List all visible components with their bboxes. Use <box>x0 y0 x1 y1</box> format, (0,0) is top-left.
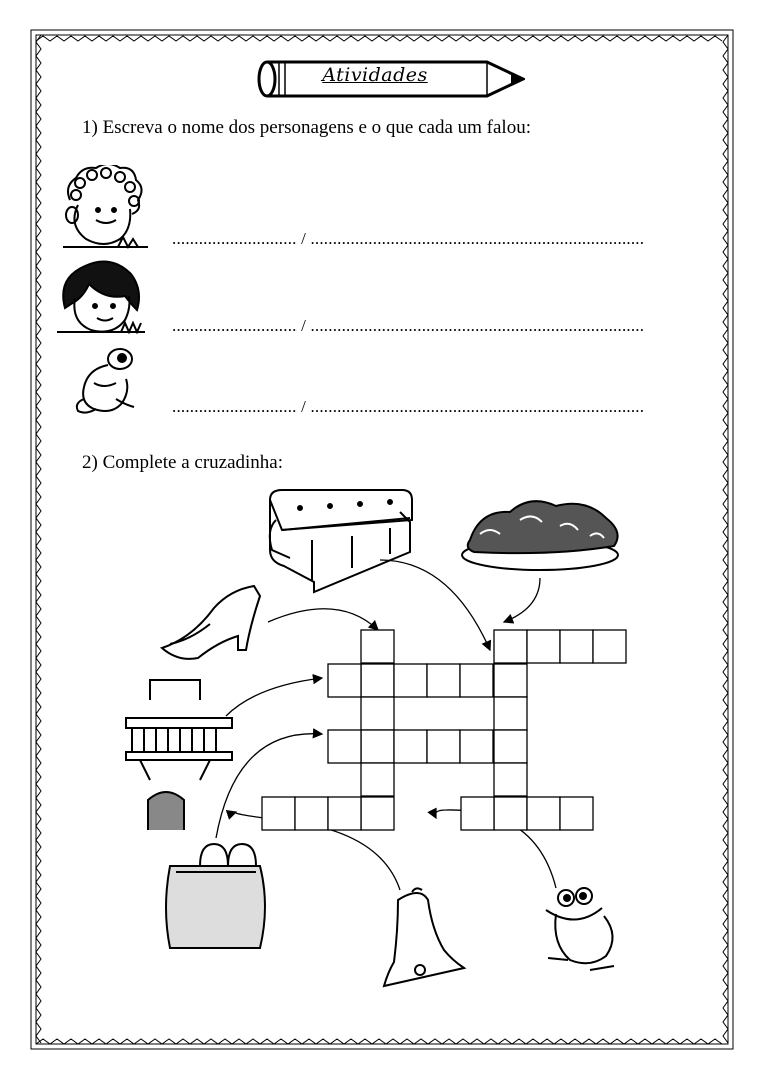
crossword-cell[interactable] <box>394 730 427 763</box>
balcony-picture <box>126 680 232 830</box>
crossword-cell[interactable] <box>593 630 626 663</box>
crossword-cell[interactable] <box>427 664 460 697</box>
page-title: Atividades <box>322 64 428 86</box>
crossword-cell[interactable] <box>460 664 493 697</box>
crossword-cell[interactable] <box>494 630 527 663</box>
crossword-cell[interactable] <box>461 797 494 830</box>
speech-blank[interactable]: ........................................................................... <box>310 229 645 248</box>
crossword-cell[interactable] <box>262 797 295 830</box>
crossword-cell[interactable] <box>361 797 394 830</box>
crossword-cell[interactable] <box>328 797 361 830</box>
crossword-cell[interactable] <box>460 730 493 763</box>
crossword-cell[interactable] <box>560 797 593 830</box>
arrow-balcony <box>226 678 322 716</box>
crossword-grid[interactable] <box>262 630 626 830</box>
crossword-cell[interactable] <box>295 797 328 830</box>
speech-blank[interactable]: ........................................................................... <box>310 397 645 416</box>
name-blank[interactable]: ............................ <box>172 316 297 335</box>
crossword-cell[interactable] <box>560 630 593 663</box>
crossword-cell[interactable] <box>494 664 527 697</box>
arrow-salad <box>504 578 540 622</box>
arrow-sofa <box>380 560 490 650</box>
crossword-cell[interactable] <box>361 664 394 697</box>
sofa-picture <box>270 490 412 592</box>
separator: / <box>301 229 306 248</box>
separator: / <box>301 316 306 335</box>
crossword-cell[interactable] <box>527 797 560 830</box>
crossword-cell[interactable] <box>394 664 427 697</box>
crossword-cell[interactable] <box>328 730 361 763</box>
salad-picture <box>462 501 618 570</box>
frog-picture <box>546 888 614 970</box>
arrow-shoe <box>268 609 378 630</box>
question-1-text: 1) Escreva o nome dos personagens e o que cada um falou: <box>82 117 531 138</box>
crossword-cell[interactable] <box>361 697 394 730</box>
bell-picture <box>384 888 464 986</box>
name-blank[interactable]: ............................ <box>172 397 297 416</box>
bag-picture <box>166 844 265 948</box>
question-2-text: 2) Complete a cruzadinha: <box>82 452 284 473</box>
crossword-cell[interactable] <box>328 664 361 697</box>
speech-blank[interactable]: ........................................................................... <box>310 316 645 335</box>
crossword-cell[interactable] <box>494 797 527 830</box>
shoe-picture <box>162 586 260 659</box>
crossword-cell[interactable] <box>494 697 527 730</box>
crossword-cell[interactable] <box>527 630 560 663</box>
crossword-cell[interactable] <box>494 763 527 796</box>
crossword-cell[interactable] <box>361 730 394 763</box>
crossword-cell[interactable] <box>361 630 394 663</box>
separator: / <box>301 397 306 416</box>
crossword-cell[interactable] <box>427 730 460 763</box>
crossword-cell[interactable] <box>494 730 527 763</box>
name-blank[interactable]: ............................ <box>172 229 297 248</box>
crossword-cell[interactable] <box>361 763 394 796</box>
